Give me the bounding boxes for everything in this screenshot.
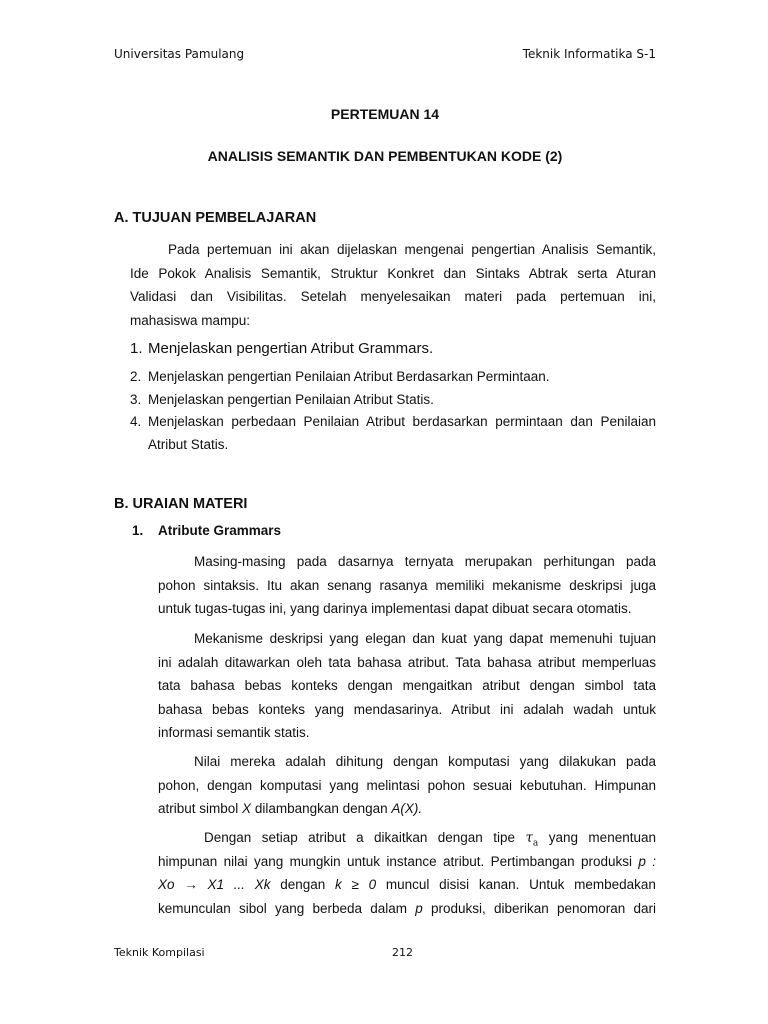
- text-run: Dengan setiap atribut a dikaitkan dengan tipe: [204, 830, 516, 845]
- paragraph-line: informasi semantik statis.: [158, 725, 310, 740]
- goal-text: Menjelaskan pengertian Penilaian Atribut Berdasarkan Permintaan.: [148, 369, 550, 384]
- paragraph-line: [158, 873, 656, 897]
- symbol-x: X: [242, 801, 252, 816]
- goal-text: Menjelaskan pengertian Atribut Grammars.: [148, 340, 434, 357]
- production-p: p :: [638, 853, 656, 869]
- subsection-number: 1.: [132, 523, 144, 538]
- goal-item: [130, 340, 656, 366]
- running-header: [114, 47, 656, 61]
- paragraph-line: pohon sintaksis. Itu akan senang rasanya memiliki mekanisme deskripsi juga: [158, 577, 656, 593]
- geq-symbol: ≥: [351, 877, 359, 892]
- paragraph-line: bahasa bebas konteks yang mendasarinya. Atribut ini adalah wadah untuk: [158, 701, 656, 717]
- intro-line: Validasi dan Visibilitas. Setelah menyelesaikan materi pada pertemuan ini,: [130, 289, 656, 304]
- goal-item: [130, 411, 656, 456]
- page-number: 212: [392, 946, 413, 959]
- goal-number: 4.: [130, 414, 142, 429]
- paragraph-line: pohon, dengan komputasi yang melintasi pohon sesuai kebutuhan. Himpunan: [158, 777, 656, 793]
- paragraph-line: Nilai mereka adalah dihitung dengan komputasi yang dilakukan pada: [194, 754, 656, 769]
- goal-item: [130, 366, 656, 389]
- symbol-xo: Xo: [158, 877, 175, 892]
- intro-line: mahasiswa mampu:: [130, 312, 251, 328]
- goal-text: Menjelaskan pengertian Penilaian Atribut Statis.: [148, 391, 434, 407]
- tau-subscript: a: [532, 838, 539, 849]
- paragraph-line: Mekanisme deskripsi yang elegan dan kuat yang dapat memenuhi tujuan: [194, 631, 656, 646]
- paragraph-line: tata bahasa bebas konteks dengan mengaitkan atribut dengan simbol tata: [158, 678, 656, 693]
- running-footer: [114, 946, 656, 959]
- paragraph-line: [158, 826, 656, 850]
- tau-glyph: τ: [525, 830, 533, 846]
- paragraph-line: [158, 850, 656, 874]
- section-a-heading: A. TUJUAN PEMBELAJARAN: [114, 210, 317, 226]
- text-run: dilambangkan dengan: [251, 801, 392, 816]
- text-run: produksi, diberikan penomoran dari: [422, 900, 656, 916]
- text-run: kemunculan sibol yang berbeda dalam: [158, 900, 416, 916]
- learning-goals-list: [130, 340, 656, 456]
- header-university: Universitas Pamulang: [114, 47, 245, 61]
- text-run: himpunan nilai yang mungkin untuk instance atribut. Pertimbangan produksi: [158, 853, 639, 869]
- paragraph-line: [158, 897, 656, 921]
- paragraph-line: untuk tugas-tugas ini, yang darinya implementasi dapat dibuat secara otomatis.: [158, 601, 632, 616]
- paragraph-line: [158, 797, 656, 821]
- intro-line: Pada pertemuan ini akan dijelaskan mengenai pengertian Analisis Semantik,: [168, 242, 656, 257]
- goal-number: 2.: [130, 369, 142, 384]
- goal-number: 1.: [130, 340, 143, 357]
- paragraph-line: Masing-masing pada dasarnya ternyata merupakan perhitungan pada: [194, 554, 656, 569]
- goal-text: Menjelaskan perbedaan Penilaian Atribut berdasarkan permintaan dan Penilaian: [148, 414, 656, 429]
- text-run: yang menentuan: [548, 830, 656, 845]
- goal-number: 3.: [130, 391, 142, 407]
- text-run: atribut simbol: [158, 801, 243, 816]
- symbol-x1-xk: X1 ... Xk: [207, 877, 271, 892]
- subsection-title: Atribute Grammars: [158, 523, 282, 538]
- symbol-k: k: [335, 877, 342, 892]
- header-program: Teknik Informatika S-1: [522, 47, 656, 61]
- goal-text: Atribut Statis.: [148, 436, 229, 452]
- footer-course: Teknik Kompilasi: [114, 946, 205, 959]
- subsection-heading: [132, 523, 281, 538]
- goal-item: [130, 389, 656, 412]
- value-zero: 0: [368, 877, 377, 892]
- paragraph-2: [158, 627, 656, 745]
- text-run: muncul disisi kanan. Untuk membedakan: [385, 877, 656, 892]
- paragraph-1: [158, 550, 656, 621]
- production-p: p: [415, 900, 423, 916]
- paragraph-3: [158, 750, 656, 821]
- paragraph-4: [158, 826, 656, 920]
- attribute-set-a-x: A(X).: [391, 801, 423, 816]
- topic-title: ANALISIS SEMANTIK DAN PEMBENTUKAN KODE (2): [207, 148, 563, 164]
- intro-paragraph: [130, 238, 656, 332]
- meeting-title: PERTEMUAN 14: [330, 106, 440, 122]
- paragraph-line: ini adalah ditawarkan oleh tata bahasa atribut. Tata bahasa atribut memperluas: [158, 654, 656, 670]
- text-run: dengan: [280, 877, 326, 892]
- intro-line: Ide Pokok Analisis Semantik, Struktur Konkret dan Sintaks Abtrak serta Aturan: [130, 265, 656, 281]
- tau-symbol: [525, 830, 539, 849]
- arrow-icon: →: [184, 877, 198, 892]
- section-b-heading: B. URAIAN MATERI: [114, 496, 248, 512]
